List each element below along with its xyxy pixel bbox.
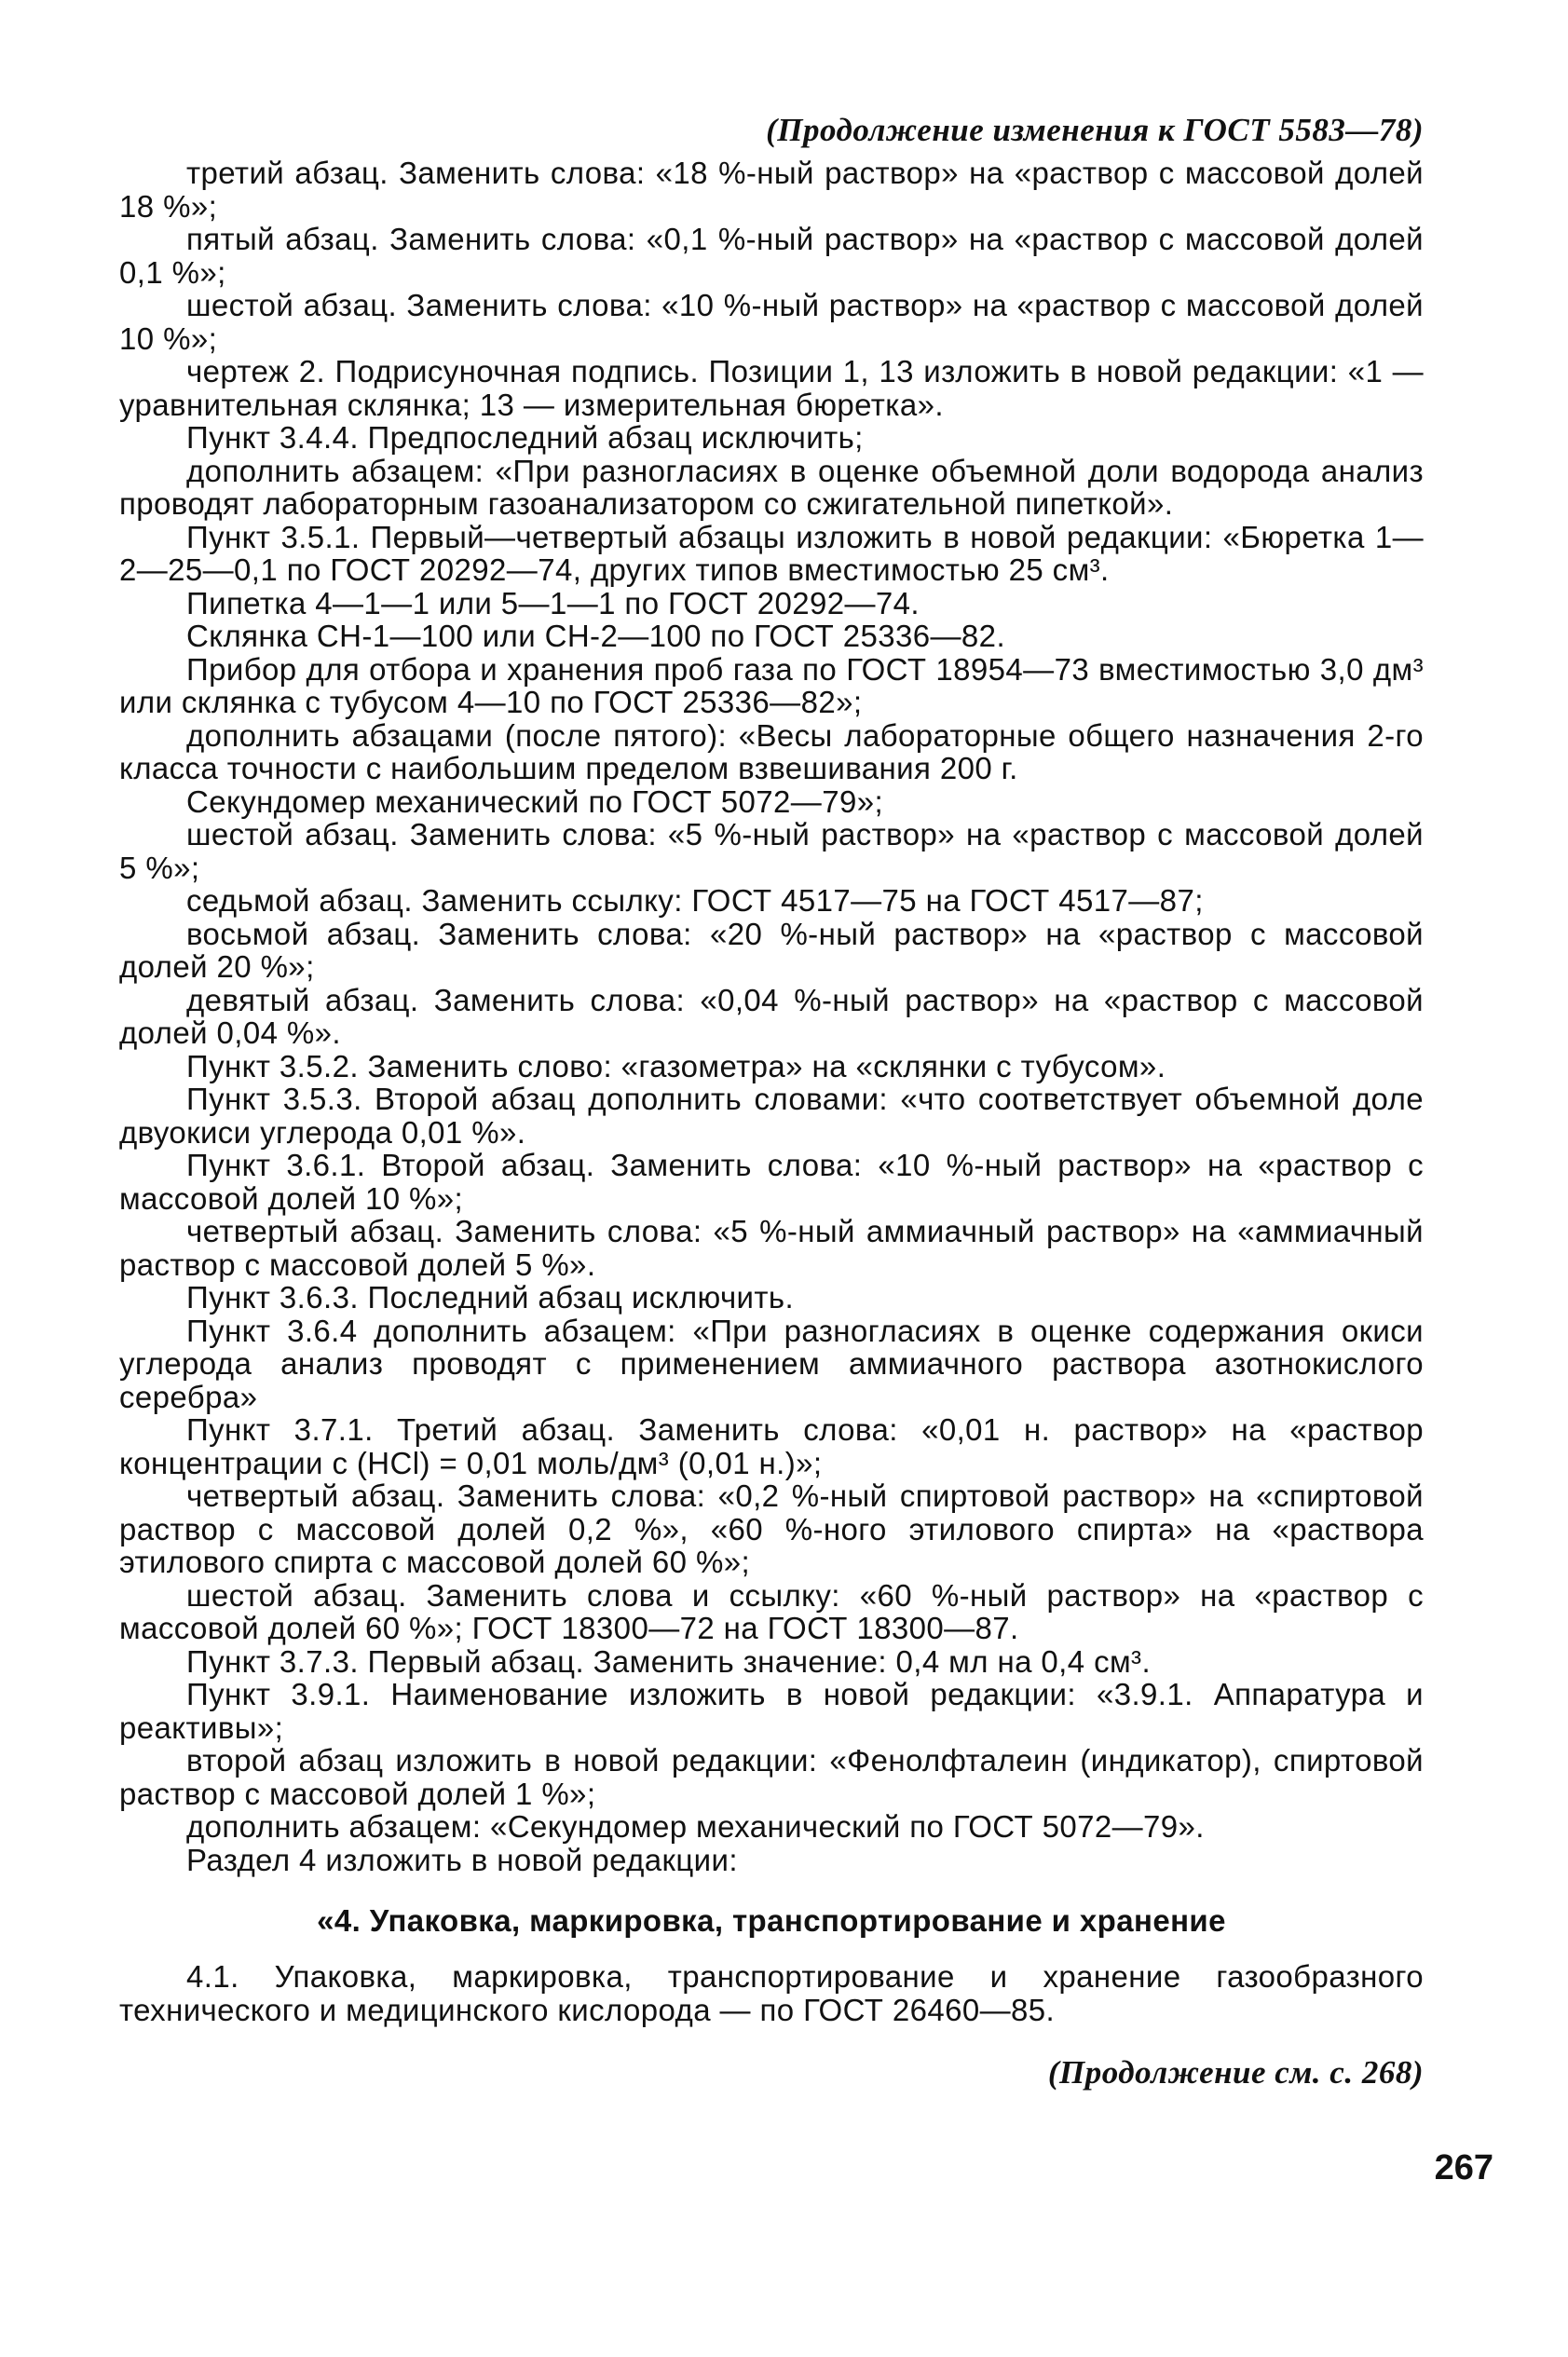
running-title: (Продолжение изменения к ГОСТ 5583—78)	[766, 112, 1424, 148]
paragraph: шестой абзац. Заменить слова: «5 %-ный раствор» на «раствор с массовой долей 5 %»;	[119, 817, 1424, 885]
paragraph: восьмой абзац. Заменить слова: «20 %-ный раствор» на «раствор с массовой долей 20 %»;	[119, 916, 1424, 984]
paragraph: Пункт 3.6.1. Второй абзац. Заменить слова: «10 %-ный раствор» на «раствор с массовой долей 10 %»;	[119, 1148, 1424, 1216]
paragraph: Пункт 3.5.3. Второй абзац дополнить словами: «что соответствует объемной доле двуокиси углерода 0,01 %».	[119, 1082, 1424, 1150]
paragraph: девятый абзац. Заменить слова: «0,04 %-ный раствор» на «раствор с массовой долей 0,04 %».	[119, 982, 1424, 1050]
paragraph: третий абзац. Заменить слова: «18 %-ный раствор» на «раствор с массовой долей 18 %»;	[119, 156, 1424, 224]
paragraph: Пункт 3.7.3. Первый абзац. Заменить значение: 0,4 мл на 0,4 см³.	[186, 1643, 1152, 1679]
paragraph: Прибор для отбора и хранения проб газа по ГОСТ 18954—73 вместимостью 3,0 дм³ или склянка с тубусом 4—10 по ГОСТ 25336—82»;	[119, 651, 1424, 719]
paragraph: Раздел 4 изложить в новой редакции:	[186, 1842, 738, 1877]
paragraph: четвертый абзац. Заменить слова: «5 %-ный аммиачный раствор» на «аммиачный раствор с массовой долей 5 %».	[119, 1214, 1424, 1282]
paragraph: пятый абзац. Заменить слова: «0,1 %-ный раствор» на «раствор с массовой долей 0,1 %»;	[119, 222, 1424, 290]
paragraph: Пункт 3.6.3. Последний абзац исключить.	[186, 1280, 795, 1315]
document-page	[119, 110, 1424, 2093]
continuation-note: (Продолжение см. с. 268)	[1047, 2054, 1424, 2091]
paragraph: шестой абзац. Заменить слова и ссылку: «60 %-ный раствор» на «раствор с массовой долей 60 %»; ГОСТ 18300—72 на ГОСТ 18300—87.	[119, 1577, 1424, 1645]
paragraph: дополнить абзацем: «При разногласиях в оценке объемной доли водорода анализ проводят лабораторным газоанализатором со сжигательной пипеткой».	[119, 453, 1424, 521]
paragraph: четвертый абзац. Заменить слова: «0,2 %-ный спиртовой раствор» на «спиртовой раствор с массовой долей 0,2 %», «60 %-ного этилового спирта» на «раствора этилового спирта с массовой долей 60 %»;	[119, 1478, 1424, 1579]
paragraph: второй абзац изложить в новой редакции: «Фенолфталеин (индикатор), спиртовой раствор с массовой долей 1 %»;	[119, 1743, 1424, 1811]
section-heading: «4. Упаковка, маркировка, транспортирование и хранение	[317, 1903, 1226, 1938]
paragraph: Пункт 3.5.2. Заменить слово: «газометра» на «склянки с тубусом».	[186, 1048, 1166, 1083]
paragraph: дополнить абзацами (после пятого): «Весы лабораторные общего назначения 2-го класса точности с наибольшим пределом взвешивания 200 г.	[119, 717, 1424, 785]
paragraph: чертеж 2. Подрисуночная подпись. Позиции 1, 13 изложить в новой редакции: «1 — уравнительная склянка; 13 — измерительная бюретка».	[119, 354, 1424, 422]
paragraph: Пункт 3.4.4. Предпоследний абзац исключить;	[186, 420, 864, 455]
paragraph: Пункт 3.9.1. Наименование изложить в новой редакции: «3.9.1. Аппаратура и реактивы»;	[119, 1677, 1424, 1745]
paragraph: шестой абзац. Заменить слова: «10 %-ный раствор» на «раствор с массовой долей 10 %»;	[119, 288, 1424, 356]
paragraph: Пункт 3.5.1. Первый—четвертый абзацы изложить в новой редакции: «Бюретка 1—2—25—0,1 по ГОСТ 20292—74, других типов вместимостью 25 см³.	[119, 519, 1424, 587]
paragraph: Секундомер механический по ГОСТ 5072—79»;	[186, 783, 884, 819]
paragraph: 4.1. Упаковка, маркировка, транспортирование и хранение газообразного технического и медицинского кислорода — по ГОСТ 26460—85.	[119, 1959, 1424, 2027]
section-body	[119, 1960, 1424, 2026]
paragraph: Склянка СН-1—100 или СН-2—100 по ГОСТ 25336—82.	[186, 619, 1006, 653]
paragraph: дополнить абзацем: «Секундомер механический по ГОСТ 5072—79».	[186, 1809, 1205, 1844]
paragraph: седьмой абзац. Заменить ссылку: ГОСТ 4517—75 на ГОСТ 4517—87;	[186, 883, 1204, 918]
paragraph: Пункт 3.7.1. Третий абзац. Заменить слова: «0,01 н. раствор» на «раствор концентрации с (HCl) = 0,01 моль/дм³ (0,01 н.)»;	[119, 1412, 1424, 1480]
page-number: 267	[1434, 2148, 1493, 2187]
paragraph: Пункт 3.6.4 дополнить абзацем: «При разногласиях в оценке содержания окиси углерода анализ проводят с применением аммиачного раствора азотнокислого серебра»	[119, 1313, 1424, 1414]
amendment-text	[119, 157, 1424, 1876]
paragraph: Пипетка 4—1—1 или 5—1—1 по ГОСТ 20292—74.	[186, 585, 920, 620]
